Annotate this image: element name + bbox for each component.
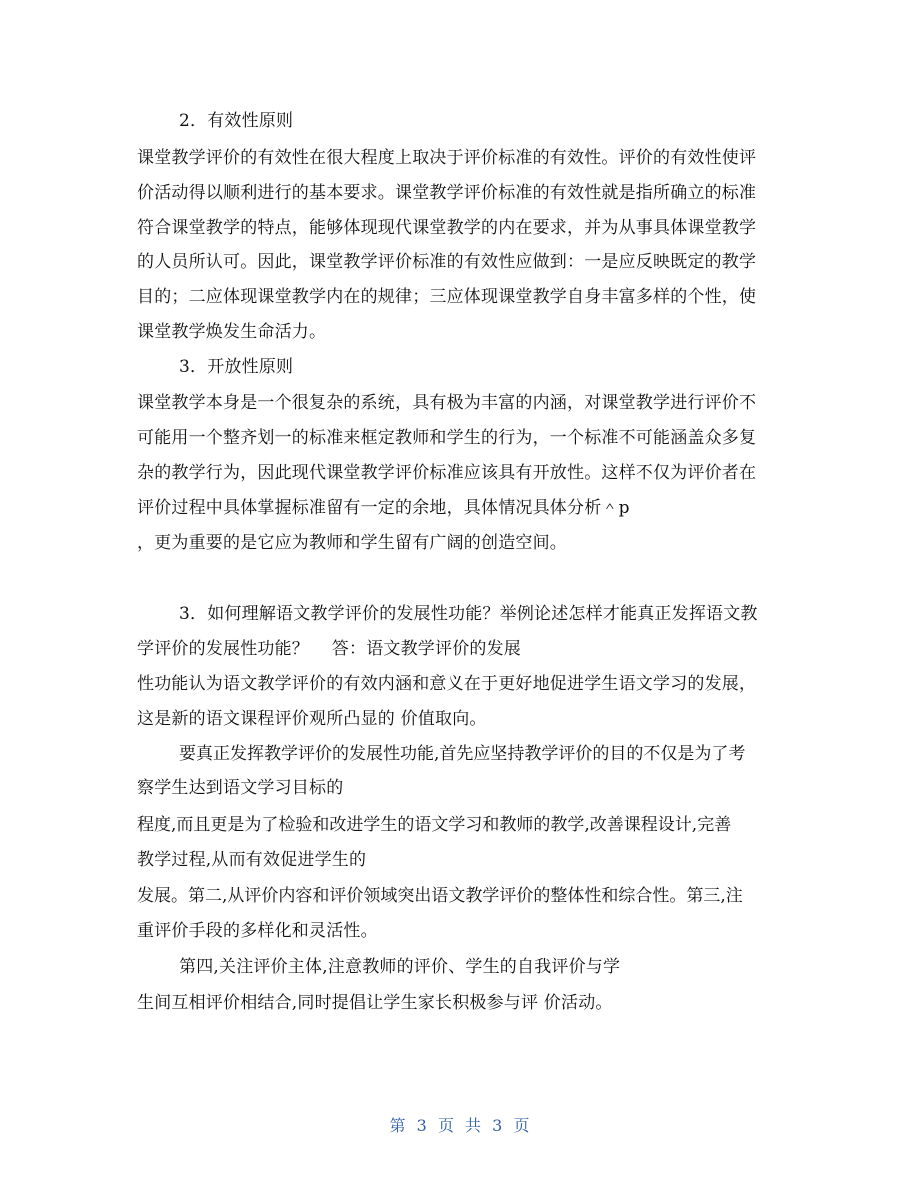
paragraph-line: 生间互相评价相结合,同时提倡让学生家长积极参与评 价活动。 — [137, 993, 613, 1013]
footer-total-word: 共 — [465, 1116, 483, 1135]
paragraph-line: 第四,关注评价主体,注意教师的评价、学生的自我评价与学 — [179, 957, 621, 977]
paragraph-line: 察学生达到语文学习目标的 — [137, 778, 344, 798]
paragraph-line: 可能用一个整齐划一的标准来框定教师和学生的行为，一个标准不可能涵盖众多复 — [137, 428, 757, 448]
footer-suffix: 页 — [513, 1116, 531, 1135]
paragraph-line: 的人员所认可。因此，课堂教学评价标准的有效性应做到：一是应反映既定的教学 — [137, 252, 757, 272]
footer-total-pages: 3 — [492, 1116, 504, 1135]
paragraph-line: 这是新的语文课程评价观所凸显的 价值取向。 — [137, 709, 487, 729]
paragraph-line: 发展。第二,从评价内容和评价领域突出语文教学评价的整体性和综合性。第三,注 — [137, 886, 743, 906]
paragraph-line: 重评价手段的多样化和灵活性。 — [137, 921, 378, 941]
footer-page-word: 页 — [437, 1116, 455, 1135]
paragraph-line: 性功能认为语文教学评价的有效内涵和意义在于更好地促进学生语文学习的发展， — [137, 674, 757, 694]
paragraph-line: 评价过程中具体掌握标准留有一定的余地，具体情况具体分析＾p — [137, 498, 630, 518]
paragraph-line: 目的；二应体现课堂教学内在的规律；三应体现课堂教学自身丰富多样的个性，使 — [137, 287, 757, 307]
question-heading: 3．如何理解语文教学评价的发展性功能？举例论述怎样才能真正发挥语文教 — [179, 604, 758, 624]
paragraph-line: 教学过程,从而有效促进学生的 — [137, 850, 367, 870]
page-footer — [0, 1113, 920, 1136]
footer-current-page: 3 — [416, 1116, 428, 1135]
paragraph-line: 价活动得以顺利进行的基本要求。课堂教学评价标准的有效性就是指所确立的标准 — [137, 183, 757, 203]
section-heading-openness: 3．开放性原则 — [179, 357, 294, 377]
paragraph-line: 课堂教学焕发生命活力。 — [137, 322, 327, 342]
section-heading-effectiveness: 2．有效性原则 — [179, 111, 294, 131]
footer-prefix: 第 — [389, 1116, 407, 1135]
paragraph-line: 杂的教学行为，因此现代课堂教学评价标准应该具有开放性。这样不仅为评价者在 — [137, 463, 757, 483]
paragraph-line: ，更为重要的是它应为教师和学生留有广阔的创造空间。 — [137, 533, 567, 553]
paragraph-line: 学评价的发展性功能？ 答：语文教学评价的发展 — [137, 639, 522, 659]
paragraph-line: 要真正发挥教学评价的发展性功能,首先应坚持教学评价的目的不仅是为了考 — [179, 744, 746, 764]
paragraph-line: 程度,而且更是为了检验和改进学生的语文学习和教师的教学,改善课程设计,完善 — [137, 815, 732, 835]
paragraph-line: 符合课堂教学的特点，能够体现现代课堂教学的内在要求，并为从事具体课堂教学 — [137, 218, 757, 238]
paragraph-line: 课堂教学本身是一个很复杂的系统，具有极为丰富的内涵，对课堂教学进行评价不 — [137, 393, 757, 413]
paragraph-line: 课堂教学评价的有效性在很大程度上取决于评价标准的有效性。评价的有效性使评 — [137, 148, 757, 168]
